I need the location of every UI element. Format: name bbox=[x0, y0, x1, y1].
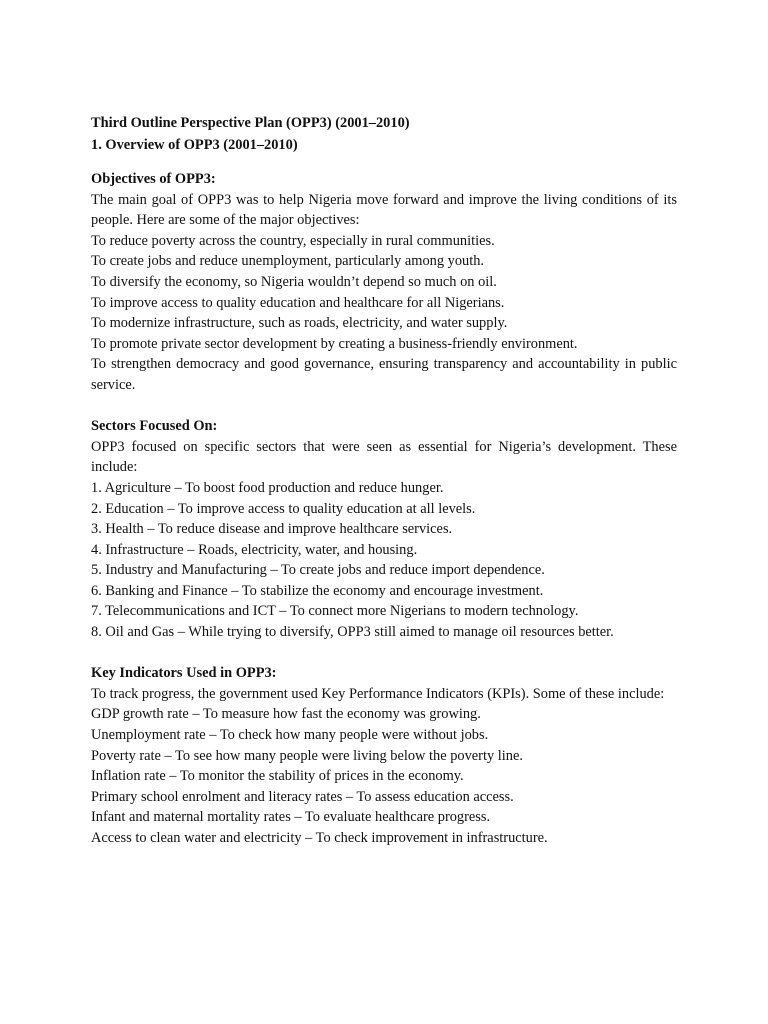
list-item: To strengthen democracy and good governance, ensuring transparency and accountability in public service. bbox=[91, 356, 677, 393]
section-heading: Objectives of OPP3: bbox=[91, 171, 216, 187]
document-body bbox=[91, 112, 677, 849]
list-item: 4. Infrastructure – Roads, electricity, water, and housing. bbox=[91, 541, 418, 558]
list-item: Poverty rate – To see how many people were living below the poverty line. bbox=[91, 747, 523, 764]
list-item: 6. Banking and Finance – To stabilize the economy and encourage investment. bbox=[91, 582, 544, 599]
list-item: GDP growth rate – To measure how fast the economy was growing. bbox=[91, 706, 481, 723]
section-key-indicators bbox=[91, 663, 677, 848]
list-item: Infant and maternal mortality rates – To evaluate healthcare progress. bbox=[91, 809, 491, 826]
list-item: To reduce poverty across the country, especially in rural communities. bbox=[91, 232, 495, 249]
list-item: To diversify the economy, so Nigeria wouldn’t depend so much on oil. bbox=[91, 273, 497, 290]
list-item: Inflation rate – To monitor the stability of prices in the economy. bbox=[91, 768, 464, 785]
section-intro: OPP3 focused on specific sectors that were seen as essential for Nigeria’s development. These include: bbox=[91, 438, 677, 476]
list-item: 5. Industry and Manufacturing – To create jobs and reduce import dependence. bbox=[91, 562, 545, 579]
list-item: 2. Education – To improve access to quality education at all levels. bbox=[91, 500, 476, 517]
section-intro: To track progress, the government used Key Performance Indicators (KPIs). Some of these include: bbox=[91, 685, 665, 702]
section-heading: Sectors Focused On: bbox=[91, 418, 218, 435]
list-item: To promote private sector development by creating a business-friendly environment. bbox=[91, 335, 578, 352]
list-item: To improve access to quality education and healthcare for all Nigerians. bbox=[91, 294, 505, 311]
list-item: 8. Oil and Gas – While trying to diversify, OPP3 still aimed to manage oil resources better. bbox=[91, 624, 614, 641]
section-heading: Key Indicators Used in OPP3: bbox=[91, 665, 277, 682]
document-title: Third Outline Perspective Plan (OPP3) (2001–2010) bbox=[91, 115, 410, 131]
list-item: Primary school enrolment and literacy rates – To assess education access. bbox=[91, 788, 514, 805]
list-item: Unemployment rate – To check how many people were without jobs. bbox=[91, 727, 489, 744]
list-item: To create jobs and reduce unemployment, particularly among youth. bbox=[91, 253, 485, 270]
document-subtitle: 1. Overview of OPP3 (2001–2010) bbox=[91, 137, 298, 153]
section-sectors bbox=[91, 416, 677, 643]
list-item: Access to clean water and electricity – To check improvement in infrastructure. bbox=[91, 830, 548, 846]
list-item: 3. Health – To reduce disease and improve healthcare services. bbox=[91, 521, 453, 538]
list-item: 7. Telecommunications and ICT – To connect more Nigerians to modern technology. bbox=[91, 603, 579, 620]
section-objectives bbox=[91, 169, 677, 396]
list-item: 1. Agriculture – To boost food production and reduce hunger. bbox=[91, 479, 444, 496]
section-intro: The main goal of OPP3 was to help Nigeria move forward and improve the living conditions of its people. Here are some of the major objectives: bbox=[91, 191, 677, 229]
list-item: To modernize infrastructure, such as roads, electricity, and water supply. bbox=[91, 315, 508, 332]
